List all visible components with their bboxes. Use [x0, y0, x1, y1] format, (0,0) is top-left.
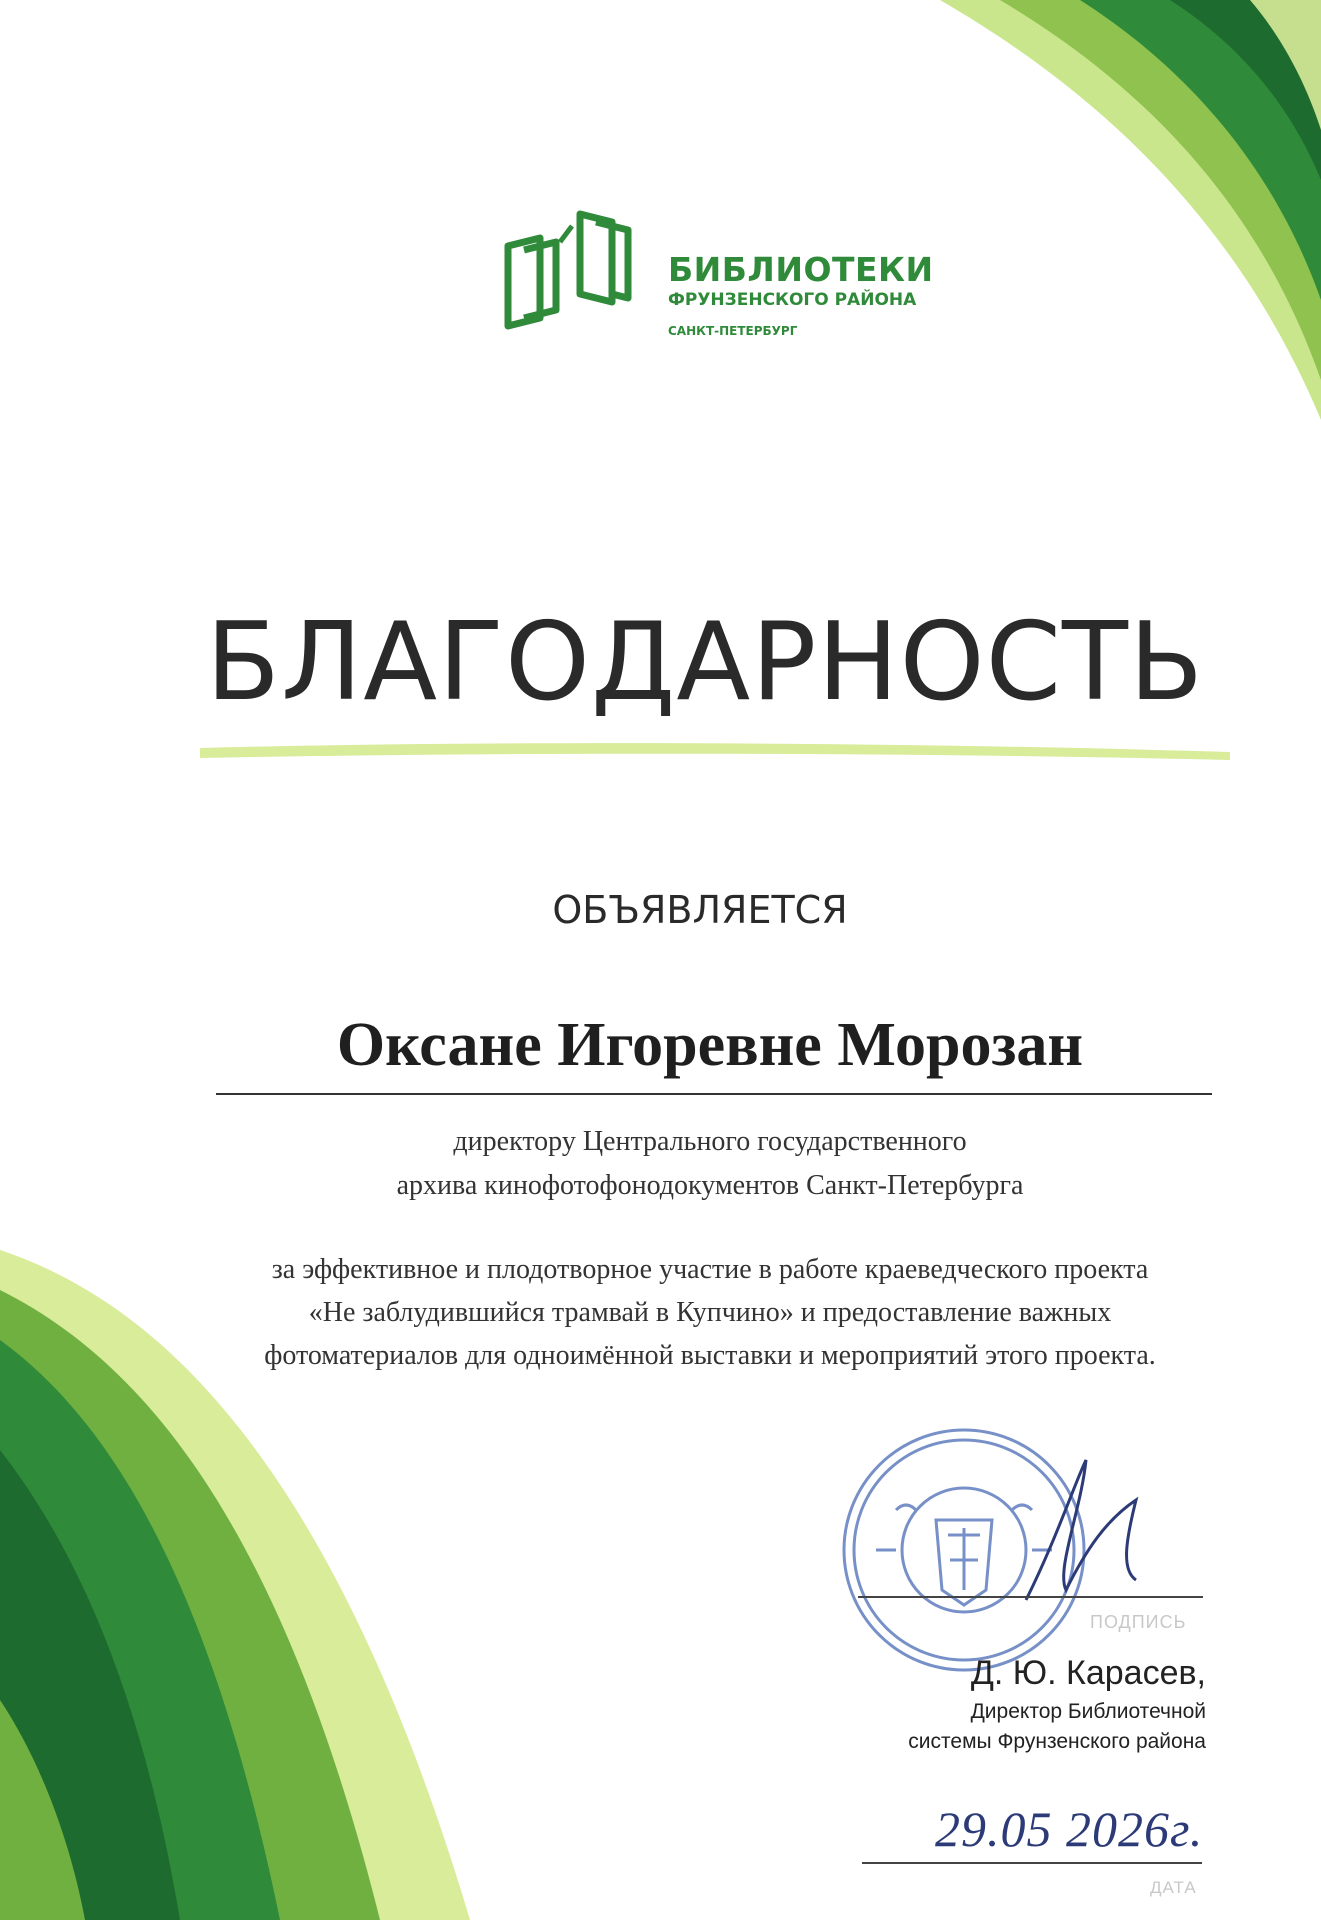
round-seal-stamp-icon [836, 1420, 1166, 1680]
position-line-1: директору Центрального государственного [453, 1126, 967, 1157]
logo-line-1: БИБЛИОТЕКИ [668, 250, 934, 289]
date-line [862, 1862, 1202, 1864]
logo-line-3: САНКТ-ПЕТЕРБУРГ [668, 324, 798, 338]
position-line-2: архива кинофотофонодокументов Санкт-Петербурга [396, 1170, 1024, 1201]
reason-line-1: за эффективное и плодотворное участие в работе краеведческого проекта [271, 1254, 1149, 1285]
signature-line [858, 1596, 1203, 1598]
announce-text: ОБЪЯВЛЯЕТСЯ [552, 888, 848, 932]
recipient-underline [216, 1093, 1212, 1095]
signer-title-line-1: Директор Библиотечной [970, 1700, 1206, 1723]
open-books-icon [500, 206, 650, 336]
date-value: 29.05 2026г. [935, 1801, 1204, 1857]
date-label: ДАТА [1150, 1878, 1197, 1897]
recipient-position [200, 1120, 1220, 1208]
recipient-name: Оксане Игоревне Морозан [336, 1011, 1084, 1079]
title-underline [200, 743, 1230, 760]
reason-line-3: фотоматериалов для одноимённой выставки и мероприятий этого проекта. [264, 1340, 1156, 1371]
signer-name: Д. Ю. Карасев, [970, 1654, 1206, 1692]
top-right-swoosh [940, 0, 1321, 420]
signer-title-line-2: системы Фрунзенского района [908, 1730, 1206, 1753]
award-reason [140, 1248, 1280, 1377]
library-logo [500, 206, 934, 356]
certificate-title: БЛАГОДАРНОСТЬ [205, 600, 1205, 725]
signature-label: ПОДПИСЬ [1090, 1612, 1187, 1632]
reason-line-2: «Не заблудившийся трамвай в Купчино» и предоставление важных [308, 1297, 1112, 1328]
logo-line-2: ФРУНЗЕНСКОГО РАЙОНА [668, 290, 917, 310]
